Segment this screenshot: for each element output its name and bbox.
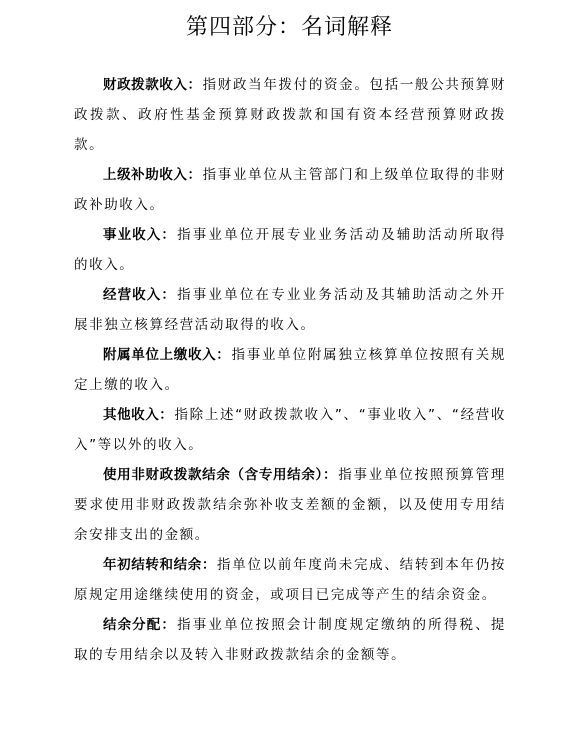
term-name: 上级补助收入 bbox=[103, 167, 188, 183]
term-name: 使用非财政拨款结余（含专用结余） bbox=[103, 467, 323, 483]
term-entry bbox=[74, 280, 506, 340]
term-colon: ： bbox=[322, 467, 339, 483]
term-definition: 指事业单位按照会计制度规定缴纳的所得税、提取的专用结余以及转入非财政拨款结余的金额等。 bbox=[74, 617, 507, 663]
term-entry bbox=[74, 70, 506, 160]
term-definition: 指除上述“财政拨款收入”、“事业收入”、“经营收入”等以外的收入。 bbox=[74, 407, 507, 453]
term-colon: ： bbox=[216, 347, 232, 363]
term-name: 事业收入 bbox=[103, 227, 162, 243]
page-title: 第四部分：名词解释 bbox=[185, 15, 393, 40]
term-definition: 指财政当年拨付的资金。包括一般公共预算财政拨款、政府性基金预算财政拨款和国有资本经营预算财政拨款。 bbox=[74, 77, 507, 153]
term-name: 经营收入 bbox=[103, 287, 162, 303]
term-definition: 指事业单位在专业业务活动及其辅助活动之外开展非独立核算经营活动取得的收入。 bbox=[74, 287, 507, 333]
term-colon: ： bbox=[161, 287, 178, 303]
term-name: 附属单位上缴收入 bbox=[103, 347, 217, 363]
term-name: 年初结转和结余 bbox=[103, 557, 202, 573]
term-entry bbox=[74, 220, 506, 280]
term-list bbox=[74, 70, 506, 670]
term-colon: ： bbox=[201, 557, 218, 573]
term-colon: ： bbox=[187, 167, 203, 183]
term-colon: ： bbox=[161, 227, 178, 243]
term-entry bbox=[74, 610, 506, 670]
term-entry bbox=[74, 400, 506, 460]
term-definition: 指事业单位开展专业业务活动及辅助活动所取得的收入。 bbox=[74, 227, 507, 273]
term-definition: 指事业单位附属独立核算单位按照有关规定上缴的收入。 bbox=[74, 347, 506, 393]
term-colon: ： bbox=[159, 407, 175, 423]
term-entry bbox=[74, 160, 506, 220]
term-colon: ： bbox=[161, 617, 178, 633]
term-name: 其他收入 bbox=[103, 407, 160, 423]
term-entry bbox=[74, 550, 506, 610]
term-entry bbox=[74, 340, 506, 400]
term-definition: 指事业单位从主管部门和上级单位取得的非财政补助收入。 bbox=[74, 167, 507, 213]
term-definition: 指单位以前年度尚未完成、结转到本年仍按原规定用途继续使用的资金，或项目已完成等产生的结余资金。 bbox=[74, 557, 506, 603]
term-name: 结余分配 bbox=[103, 617, 162, 633]
term-colon: ： bbox=[187, 77, 203, 93]
term-name: 财政拨款收入 bbox=[103, 77, 188, 93]
term-entry bbox=[74, 460, 506, 550]
term-definition: 指事业单位按照预算管理要求使用非财政拨款结余弥补收支差额的金额，以及使用专用结余安排支出的金额。 bbox=[74, 467, 506, 543]
